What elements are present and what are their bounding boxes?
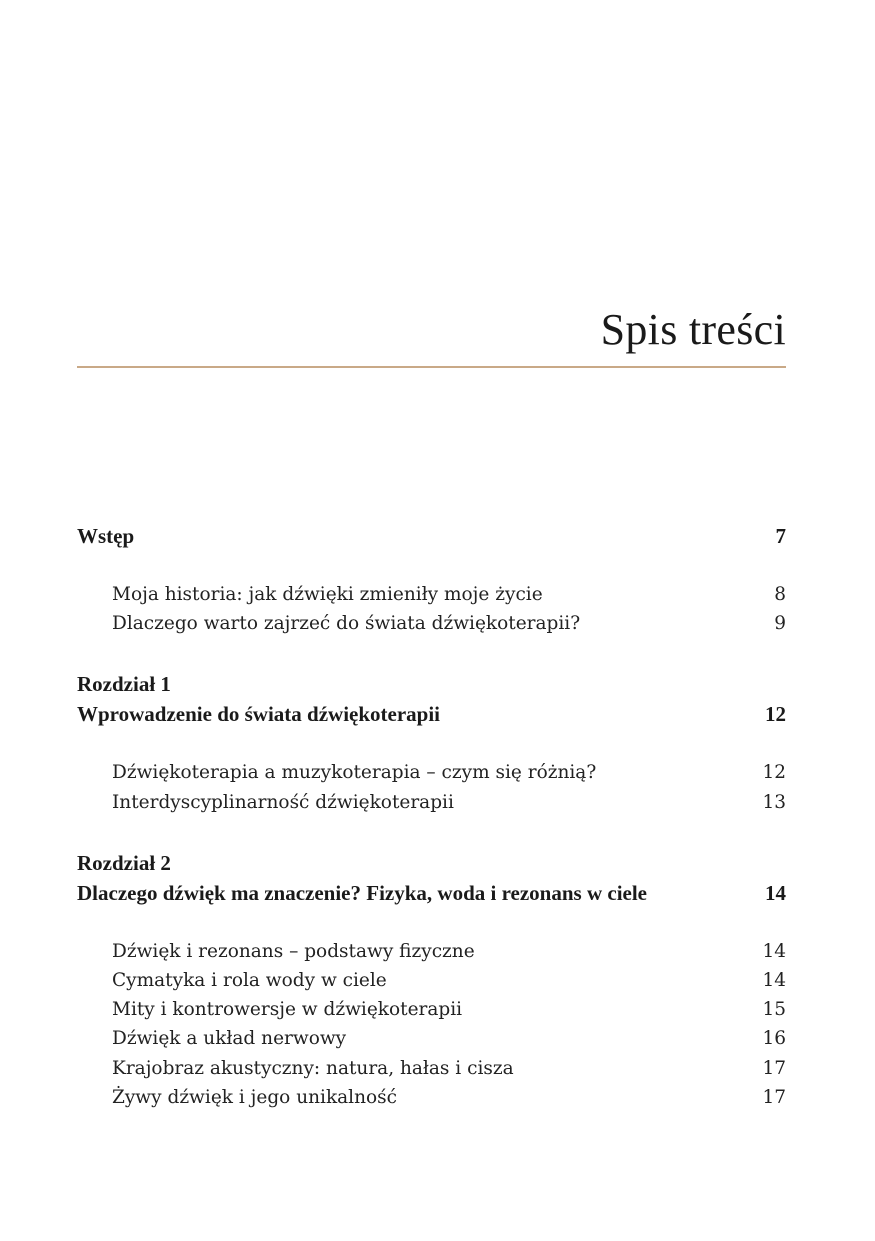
toc-entry-page: 7: [775, 524, 786, 548]
toc-entry-page: 14: [765, 880, 786, 905]
toc-subentry-title: Żywy dźwięk i jego unikalność: [112, 1086, 398, 1108]
table-of-contents: [77, 521, 786, 1112]
toc-entry-intro[interactable]: [77, 521, 786, 551]
toc-subentry-page: 13: [762, 791, 786, 813]
title-divider: [77, 366, 786, 368]
toc-subentry-page: 14: [762, 970, 786, 992]
toc-subentry[interactable]: [77, 788, 786, 817]
toc-subentry[interactable]: [77, 609, 786, 638]
toc-entry-chapter-1[interactable]: [77, 699, 786, 729]
toc-entry-page: 12: [765, 702, 786, 727]
chapter-number-label: Rozdział 1: [77, 672, 171, 697]
toc-entry-title: Wstęp: [77, 524, 135, 548]
toc-subentry-page: 16: [762, 1028, 786, 1050]
toc-subentry-title: Dźwięk a układ nerwowy: [112, 1028, 347, 1050]
toc-subentry-title: Dlaczego warto zajrzeć do świata dźwiękoterapii?: [112, 613, 581, 635]
toc-subentry-page: 14: [762, 940, 786, 962]
toc-subentry-title: Krajobraz akustyczny: natura, hałas i cisza: [112, 1057, 514, 1079]
page-title: Spis treści: [600, 305, 786, 354]
toc-subentry-page: 9: [774, 613, 786, 635]
toc-subentry-page: 8: [774, 584, 786, 605]
toc-subentry-title: Interdyscyplinarność dźwiękoterapii: [112, 791, 454, 813]
toc-subentry-page: 12: [762, 762, 786, 784]
toc-subentry[interactable]: [77, 580, 786, 609]
toc-subentry-page: 15: [762, 999, 786, 1021]
toc-subentry-title: Moja historia: jak dźwięki zmieniły moje życie: [112, 584, 543, 605]
chapter-number-label: Rozdział 2: [77, 850, 171, 875]
toc-entry-chapter-2[interactable]: [77, 878, 786, 908]
toc-subentry[interactable]: [77, 966, 786, 995]
toc-subentry-title: Mity i kontrowersje w dźwiękoterapii: [112, 999, 463, 1021]
toc-entry-title: Wprowadzenie do świata dźwiękoterapii: [77, 702, 441, 727]
toc-subentry-title: Cymatyka i rola wody w ciele: [112, 970, 387, 992]
toc-subentry[interactable]: [77, 937, 786, 966]
toc-subentry[interactable]: [77, 1083, 786, 1112]
toc-subentry[interactable]: [77, 995, 786, 1024]
toc-subentry-title: Dźwiękoterapia a muzykoterapia – czym się różnią?: [112, 762, 597, 784]
toc-entry-title: Dlaczego dźwięk ma znaczenie? Fizyka, woda i rezonans w ciele: [77, 880, 648, 905]
toc-subentry-page: 17: [762, 1086, 786, 1108]
toc-subentry-title: Dźwięk i rezonans – podstawy fizyczne: [112, 940, 475, 962]
toc-subentry-page: 17: [762, 1057, 786, 1079]
toc-subentry[interactable]: [77, 1024, 786, 1053]
toc-subentry[interactable]: [77, 758, 786, 787]
toc-subentry[interactable]: [77, 1054, 786, 1083]
